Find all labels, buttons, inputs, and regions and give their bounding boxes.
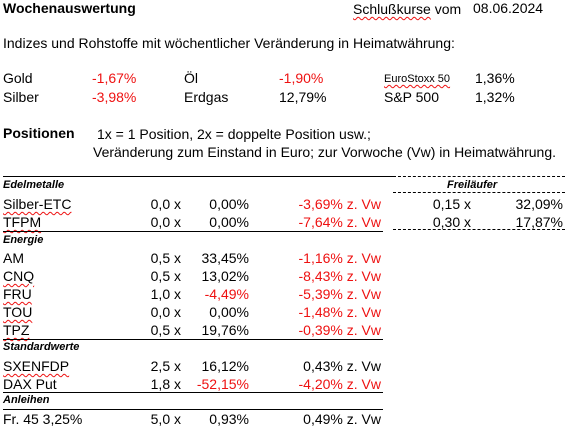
position-week: -5,39% z. Vw (298, 286, 381, 302)
section-title: Edelmetalle (3, 179, 65, 191)
divider (3, 392, 383, 393)
position-week: -4,20% z. Vw (298, 376, 381, 392)
position-pct: -52,15% (196, 376, 249, 392)
position-week: -7,64% z. Vw (298, 214, 381, 230)
index-name: S&P 500 (384, 89, 440, 105)
divider (393, 192, 565, 193)
position-size: 0,0 x (150, 304, 181, 320)
position-size: 1,0 x (150, 286, 181, 302)
position-pct: 0,00% (209, 304, 249, 320)
position-week: 0,49% z. Vw (303, 411, 381, 427)
position-name: TPZ (3, 322, 30, 338)
index-name: Erdgas (184, 89, 229, 105)
divider (393, 176, 565, 177)
index-name: Gold (3, 70, 33, 86)
position-size: 0,0 x (150, 196, 181, 212)
position-pct: 16,12% (201, 358, 249, 374)
position-size: 1,8 x (150, 376, 181, 392)
closing-date: 08.06.2024 (473, 0, 544, 16)
position-name: Fr. 45 3,25% (3, 411, 83, 427)
freilaeufer-title: Freiläufer (447, 179, 498, 191)
position-pct: -4,49% (204, 286, 249, 302)
section-title: Energie (3, 234, 44, 246)
position-name: Silber-ETC (3, 196, 72, 212)
position-size: 0,5 x (150, 322, 181, 338)
position-name: AM (3, 250, 24, 266)
position-week: -8,43% z. Vw (298, 268, 381, 284)
divider (393, 229, 565, 230)
index-name: Silber (3, 89, 39, 105)
position-pct: 33,45% (201, 250, 249, 266)
position-name: FRU (3, 286, 32, 302)
index-name: EuroStoxx 50 (384, 73, 451, 85)
positions-note: Veränderung zum Einstand in Euro; zur Vorwoche (Vw) in Heimatwährung. (93, 144, 557, 160)
position-week: -1,16% z. Vw (298, 250, 381, 266)
page-title: Wochenauswertung (3, 0, 136, 16)
freilaeufer-size: 0,15 x (432, 196, 471, 212)
position-name: DAX Put (3, 376, 57, 392)
position-name: SXENFDP (3, 358, 70, 374)
position-size: 2,5 x (150, 358, 181, 374)
position-name: CNQ (3, 268, 35, 284)
position-pct: 0,93% (209, 411, 249, 427)
position-week: -1,48% z. Vw (298, 304, 381, 320)
index-change: 1,36% (475, 70, 515, 86)
position-size: 5,0 x (150, 411, 181, 427)
position-week: 0,43% z. Vw (303, 358, 381, 374)
position-week: -3,69% z. Vw (298, 196, 381, 212)
index-change: -1,67% (92, 70, 137, 86)
intro-text: Indizes und Rohstoffe mit wöchentlicher Veränderung in Heimatwährung: (3, 35, 455, 51)
position-size: 0,5 x (150, 250, 181, 266)
position-pct: 13,02% (201, 268, 249, 284)
index-change: -1,90% (279, 70, 324, 86)
position-pct: 0,00% (209, 196, 249, 212)
freilaeufer-size: 0,30 x (432, 214, 471, 230)
freilaeufer-pct: 32,09% (515, 196, 563, 212)
index-change: 12,79% (279, 89, 327, 105)
positions-heading: Positionen (3, 125, 75, 141)
position-pct: 19,76% (201, 322, 249, 338)
index-change: -3,98% (92, 89, 137, 105)
position-size: 0,5 x (150, 268, 181, 284)
section-title: Standardwerte (3, 341, 80, 353)
divider (3, 231, 383, 232)
index-name: Öl (184, 70, 198, 86)
position-name: TOU (3, 304, 33, 320)
position-name: TFPM (3, 214, 42, 230)
divider (3, 409, 383, 410)
position-size: 0,0 x (150, 214, 181, 230)
position-pct: 0,00% (209, 214, 249, 230)
divider (3, 176, 393, 177)
divider (3, 339, 383, 340)
positions-note: 1x = 1 Position, 2x = doppelte Position usw.; (97, 126, 371, 142)
index-change: 1,32% (475, 89, 515, 105)
freilaeufer-pct: 17,87% (515, 214, 563, 230)
closing-label: Schlußkurse vom (353, 1, 462, 17)
position-week: -0,39% z. Vw (298, 322, 381, 338)
section-title: Anleihen (3, 394, 50, 406)
